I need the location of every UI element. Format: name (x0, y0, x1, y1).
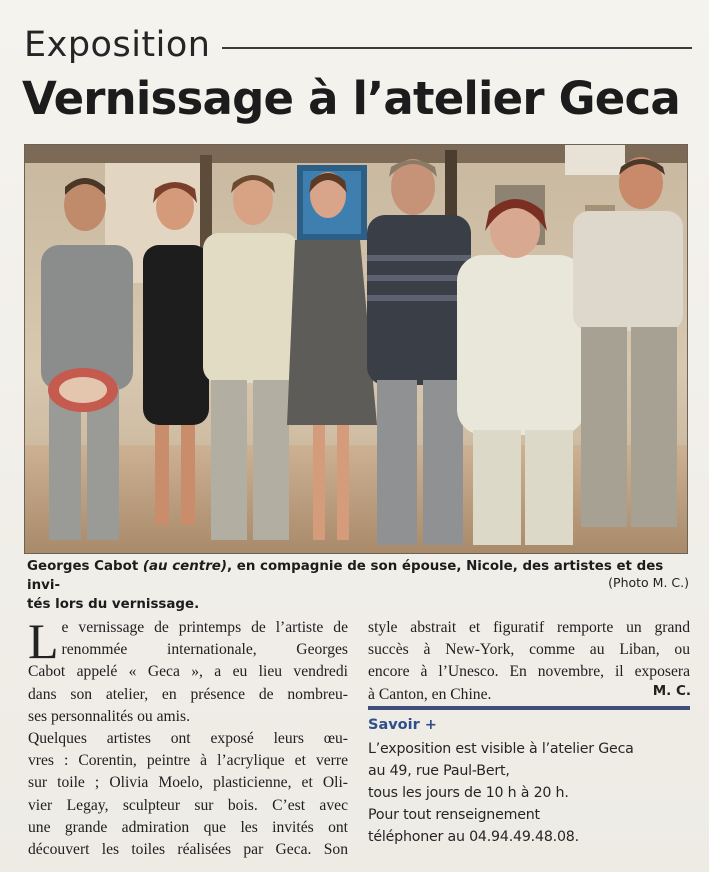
group-photo (24, 144, 688, 554)
article-line: à Canton, en Chine. (368, 685, 492, 703)
kicker-rule (222, 47, 692, 49)
group-photo-illustration (25, 145, 688, 554)
savoir-rule (368, 706, 690, 710)
headline: Vernissage à l’atelier Geca (22, 72, 680, 125)
photo-caption (27, 557, 691, 614)
savoir-line: tous les jours de 10 h à 20 h. (368, 785, 569, 801)
savoir-box (368, 738, 690, 848)
article-line: succès à New-York, comme au Liban, ou (368, 641, 690, 659)
caption-name: Georges Cabot (27, 559, 143, 574)
article-line: renommée internationale, Georges (61, 641, 348, 659)
article-line: sur toile ; Olivia Moelo, plasticienne, et Oli- (28, 774, 348, 792)
article-line: dans son atelier, en présence de nombreu- (28, 685, 348, 703)
savoir-line: au 49, rue Paul-Bert, (368, 763, 510, 779)
drop-cap: L (28, 613, 59, 669)
article-line: vier Legay, sculpteur sur bois. C’est avec (28, 796, 348, 814)
article-line: une grande admiration que les invités ont (28, 818, 348, 836)
author-signature: M. C. (652, 683, 691, 699)
article-line: vres : Corentin, peintre à l’acrylique et verre (28, 752, 348, 770)
article-column-2 (368, 617, 690, 706)
section-kicker: Exposition (24, 25, 211, 65)
article-line: Quelques artistes ont exposé leurs œu- (28, 730, 348, 748)
caption-line2: tés lors du vernissage. (27, 597, 200, 612)
article-line: encore à l’Unesco. En novembre, il exposera (368, 663, 690, 681)
article-line: ses personnalités ou amis. (28, 707, 190, 725)
article-line: e vernissage de printemps de l’artiste de (61, 619, 348, 636)
article-line: Cabot appelé « Geca », a eu lieu vendredi (28, 663, 348, 681)
savoir-line: Pour tout renseignement (368, 807, 540, 823)
savoir-line: L’exposition est visible à l’atelier Geca (368, 741, 634, 757)
kicker-row (24, 24, 692, 66)
article-column-1 (28, 613, 348, 861)
photo-credit: (Photo M. C.) (608, 575, 689, 590)
savoir-title: Savoir + (368, 717, 437, 733)
savoir-line: téléphoner au 04.94.49.48.08. (368, 829, 579, 845)
caption-note: (au centre) (142, 559, 228, 574)
article-line: style abstrait et figuratif remporte un grand (368, 619, 690, 636)
article-line: découvert les toiles réalisées par Geca. Son (28, 841, 348, 859)
caption-rest: , en compagnie de son épouse, Nicole, des artistes et des invi- (27, 559, 664, 593)
